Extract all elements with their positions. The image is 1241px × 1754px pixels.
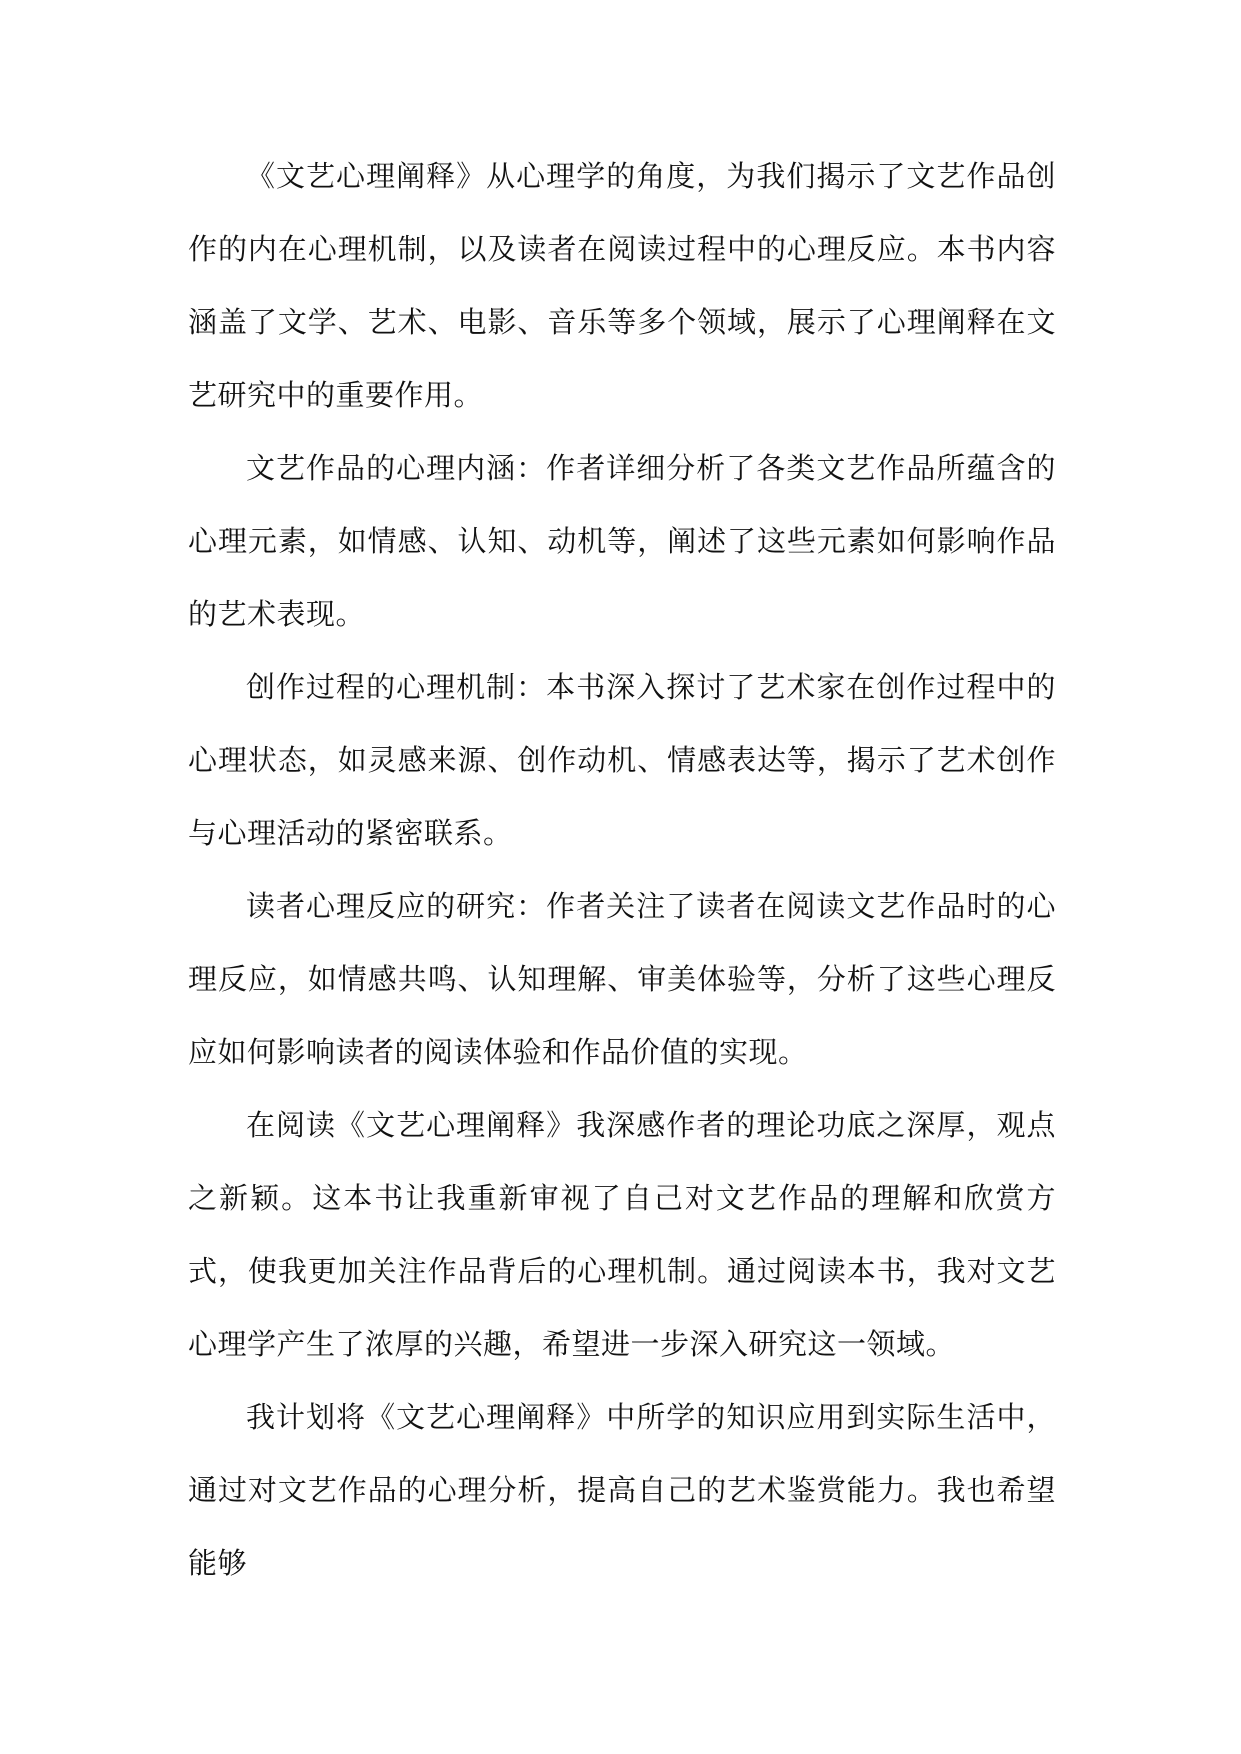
paragraph-plan: 我计划将《文艺心理阐释》中所学的知识应用到实际生活中，通过对文艺作品的心理分析，提高自己的艺术鉴赏能力。我也希望能够 — [188, 1400, 1056, 1580]
paragraph-intro: 《文艺心理阐释》从心理学的角度，为我们揭示了文艺作品创作的内在心理机制，以及读者在阅读过程中的心理反应。本书内容涵盖了文学、艺术、电影、音乐等多个领域，展示了心理阐释在文艺研究中的重要作用。 — [188, 159, 1056, 412]
paragraph-reader-response: 读者心理反应的研究：作者关注了读者在阅读文艺作品时的心理反应，如情感共鸣、认知理解、审美体验等，分析了这些心理反应如何影响读者的阅读体验和作品价值的实现。 — [188, 889, 1056, 1069]
paragraph-creative-mechanism: 创作过程的心理机制：本书深入探讨了艺术家在创作过程中的心理状态，如灵感来源、创作动机、情感表达等，揭示了艺术创作与心理活动的紧密联系。 — [188, 670, 1056, 850]
paragraph-psychological-connotation: 文艺作品的心理内涵：作者详细分析了各类文艺作品所蕴含的心理元素，如情感、认知、动机等，阐述了这些元素如何影响作品的艺术表现。 — [188, 451, 1056, 631]
document-body — [188, 140, 1056, 1600]
paragraph-reflection: 在阅读《文艺心理阐释》我深感作者的理论功底之深厚，观点之新颖。这本书让我重新审视了自己对文艺作品的理解和欣赏方式，使我更加关注作品背后的心理机制。通过阅读本书，我对文艺心理学产生了浓厚的兴趣，希望进一步深入研究这一领域。 — [188, 1108, 1056, 1361]
